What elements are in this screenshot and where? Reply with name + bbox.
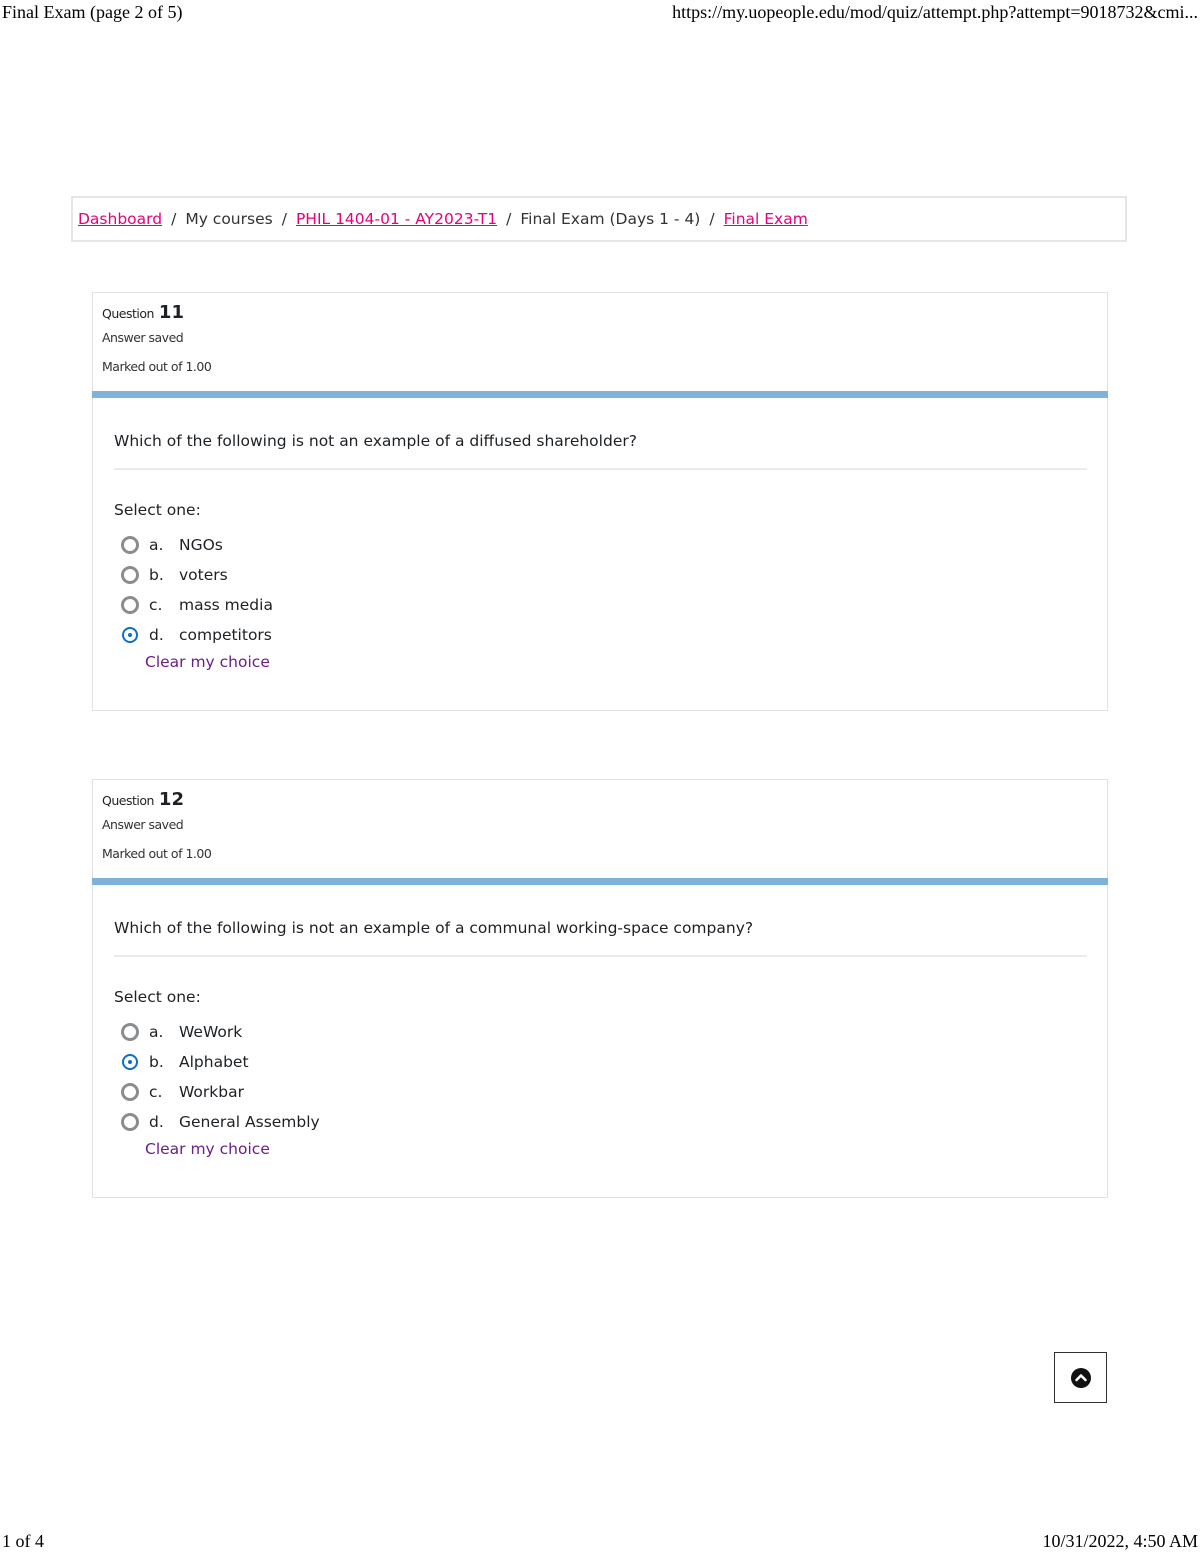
clear-my-choice-link[interactable]: Clear my choice <box>145 653 270 671</box>
answer-letter: a. <box>149 536 164 554</box>
answer-text: voters <box>179 566 228 584</box>
answer-letter: d. <box>149 1113 164 1131</box>
question-number-value: 12 <box>158 789 184 810</box>
question-number-value: 11 <box>158 302 184 323</box>
answer-letter: c. <box>149 596 163 614</box>
answer-option-c[interactable] <box>114 1077 1087 1107</box>
radio-button[interactable] <box>121 1113 139 1131</box>
breadcrumb-separator: / <box>281 210 287 228</box>
question-divider-bar <box>92 391 1108 398</box>
print-timestamp: 10/31/2022, 4:50 AM <box>1042 1531 1198 1551</box>
breadcrumb-separator: / <box>709 210 715 228</box>
print-url: https://my.uopeople.edu/mod/quiz/attempt.php?attempt=9018732&cmi... <box>672 2 1198 22</box>
print-title: Final Exam (page 2 of 5) <box>2 2 183 22</box>
answer-text: General Assembly <box>179 1113 320 1131</box>
answer-option-d[interactable] <box>114 1107 1087 1137</box>
print-page-number: 1 of 4 <box>2 1531 44 1551</box>
answer-letter: a. <box>149 1023 164 1041</box>
question-content <box>93 398 1107 671</box>
answer-text: competitors <box>179 626 272 644</box>
question-number <box>102 789 1107 815</box>
question-12 <box>92 779 1108 1198</box>
answer-option-a[interactable] <box>114 1017 1087 1047</box>
answer-text: mass media <box>179 596 273 614</box>
question-label: Question <box>102 793 154 808</box>
select-prompt: Select one: <box>114 501 201 519</box>
print-footer <box>0 1528 1200 1554</box>
breadcrumb-final-exam[interactable]: Final Exam <box>723 210 808 228</box>
breadcrumb-separator: / <box>506 210 512 228</box>
question-grade: Marked out of 1.00 <box>102 359 212 374</box>
select-prompt: Select one: <box>114 988 201 1006</box>
radio-button[interactable] <box>121 536 139 554</box>
answer-text: WeWork <box>179 1023 243 1041</box>
breadcrumb-section: Final Exam (Days 1 - 4) <box>520 210 701 228</box>
radio-button-selected[interactable] <box>122 1054 138 1070</box>
radio-button-selected[interactable] <box>122 627 138 643</box>
answer-text: NGOs <box>179 536 223 554</box>
answer-option-c[interactable] <box>114 590 1087 620</box>
breadcrumb-my-courses: My courses <box>185 210 273 228</box>
question-number <box>102 302 1107 328</box>
question-content <box>93 885 1107 1158</box>
answer-letter: b. <box>149 566 164 584</box>
breadcrumb-dashboard[interactable]: Dashboard <box>78 210 163 228</box>
answer-option-b[interactable] <box>114 560 1087 590</box>
question-state: Answer saved <box>102 330 184 345</box>
question-11 <box>92 292 1108 711</box>
radio-button[interactable] <box>121 1083 139 1101</box>
question-divider-bar <box>92 878 1108 885</box>
answer-letter: c. <box>149 1083 163 1101</box>
back-to-top-button[interactable] <box>1054 1352 1107 1403</box>
radio-button[interactable] <box>121 596 139 614</box>
clear-my-choice-link[interactable]: Clear my choice <box>145 1140 270 1158</box>
radio-button[interactable] <box>121 566 139 584</box>
breadcrumb-course[interactable]: PHIL 1404-01 - AY2023-T1 <box>295 210 498 228</box>
question-info <box>93 780 1107 878</box>
radio-button[interactable] <box>121 1023 139 1041</box>
answer-text: Workbar <box>179 1083 244 1101</box>
breadcrumb <box>71 196 1127 242</box>
question-label: Question <box>102 306 154 321</box>
breadcrumb-separator: / <box>171 210 177 228</box>
question-text: Which of the following is not an example of a communal working-space company? <box>114 885 1087 957</box>
answer-letter: d. <box>149 626 164 644</box>
question-grade: Marked out of 1.00 <box>102 846 212 861</box>
print-header <box>0 0 1200 26</box>
answer-option-a[interactable] <box>114 530 1087 560</box>
answer-option-b[interactable] <box>114 1047 1087 1077</box>
arrow-up-circle-icon <box>1071 1368 1091 1388</box>
question-text: Which of the following is not an example of a diffused shareholder? <box>114 398 1087 470</box>
question-state: Answer saved <box>102 817 184 832</box>
answer-letter: b. <box>149 1053 164 1071</box>
answer-option-d[interactable] <box>114 620 1087 650</box>
answer-text: Alphabet <box>179 1053 249 1071</box>
question-info <box>93 293 1107 391</box>
